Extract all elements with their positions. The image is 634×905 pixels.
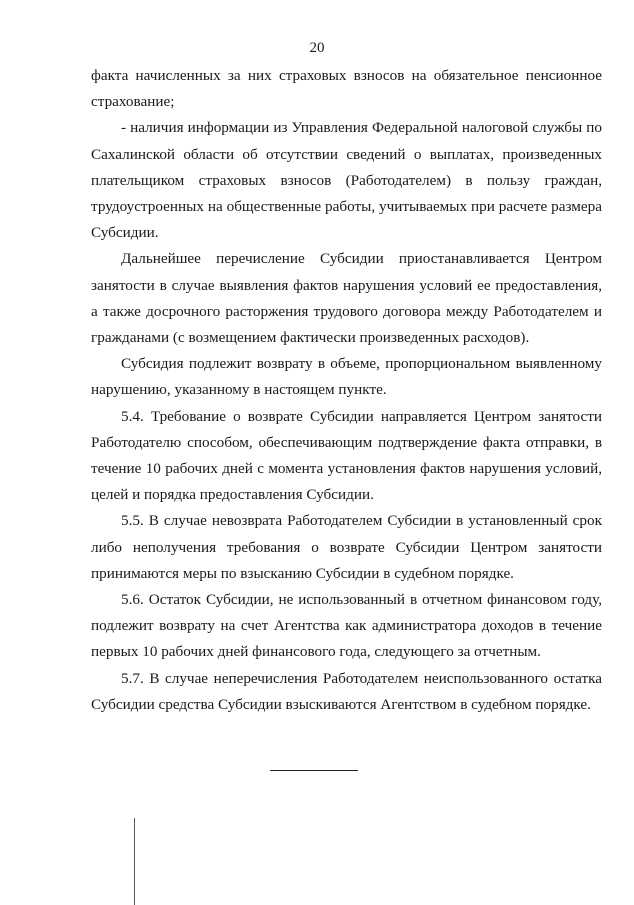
paragraph-tax-service-information: - наличия информации из Управления Федеральной налоговой службы по Сахалинской области об отсутствии сведений о выплатах, произведенных плательщиком страховых взносов (Работодателем) в пользу граждан, трудоустроенных на общественные работы, учитываемых при расчете размера Субсидии.: [91, 119, 602, 242]
document-body: [91, 63, 602, 718]
page-number: 20: [309, 40, 325, 56]
clause-5-5: 5.5. В случае невозврата Работодателем Субсидии в установленный срок либо неполучения требования о возврате Субсидии Центром занятости принимаются меры по взысканию Субсидии в судебном порядке.: [91, 512, 602, 582]
paragraph-subsidy-return: Субсидия подлежит возврату в объеме, пропорциональном выявленному нарушению, указанному в настоящем пункте.: [91, 355, 602, 399]
clause-5-7: 5.7. В случае неперечисления Работодателем неиспользованного остатка Субсидии средства Субсидии взыскиваются Агентством в судебном порядке.: [91, 669, 602, 713]
scan-artifact-line: [134, 818, 135, 905]
clause-5-4: 5.4. Требование о возврате Субсидии направляется Центром занятости Работодателю способом, обеспечивающим подтверждение факта отправки, в течение 10 рабочих дней с момента установления фактов нарушения условий, целей и порядка предоставления Субсидии.: [91, 407, 602, 504]
clause-5-6: 5.6. Остаток Субсидии, не использованный в отчетном финансовом году, подлежит возврату на счет Агентства как администратора доходов в течение первых 10 рабочих дней финансового года, следующего за отчетным.: [91, 591, 602, 661]
paragraph-subsidy-suspension: Дальнейшее перечисление Субсидии приостанавливается Центром занятости в случае выявления фактов нарушения условий ее предоставления, а также досрочного расторжения трудового договора между Работодателем и гражданами (с возмещением фактически произведенных расходов).: [91, 250, 602, 347]
paragraph-insurance-contributions: факта начисленных за них страховых взносов на обязательное пенсионное страхование;: [91, 67, 602, 111]
end-of-document-rule: [270, 770, 358, 771]
